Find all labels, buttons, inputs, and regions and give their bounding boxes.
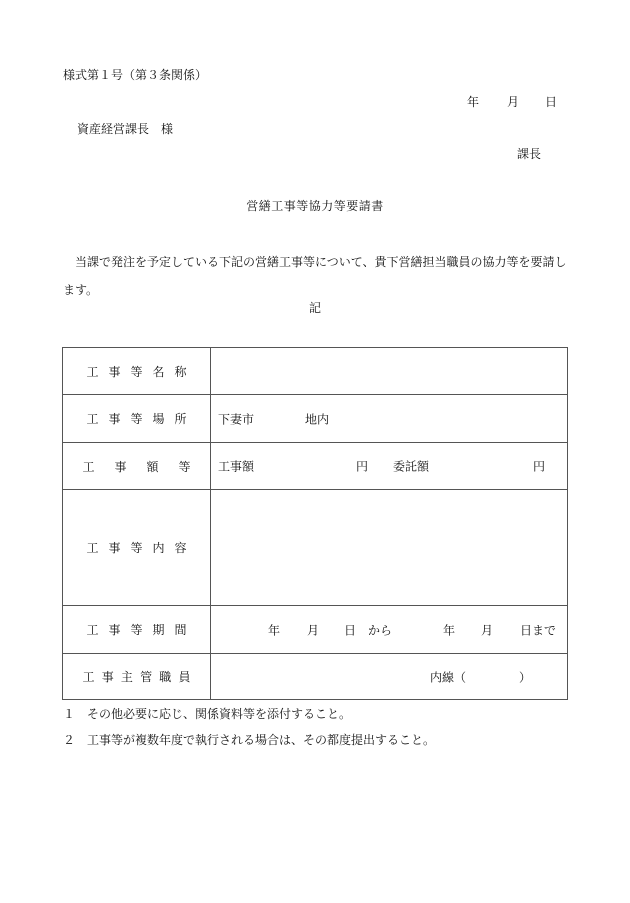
note-item-2: ２ 工事等が複数年度で執行される場合は、その都度提出すること。 xyxy=(63,733,436,747)
period-end-year: 年 xyxy=(443,623,456,637)
label-content: 工事等内容 xyxy=(63,490,211,606)
table-row-location xyxy=(63,395,568,443)
amount-field[interactable] xyxy=(211,443,568,490)
date-line xyxy=(467,96,557,108)
table-row-amount xyxy=(63,443,568,490)
note-item-1: １ その他必要に応じ、関係資料等を添付すること。 xyxy=(63,707,352,721)
table-row-period xyxy=(63,606,568,654)
label-amount: 工事額等 xyxy=(63,443,211,490)
period-start-day: 日 xyxy=(344,623,357,637)
date-year: 年 xyxy=(467,95,480,109)
period-end-day-until: 日まで xyxy=(520,623,557,637)
location-area-suffix: 地内 xyxy=(305,412,330,426)
table-row-project-name xyxy=(63,348,568,395)
sender-title: 課長 xyxy=(517,147,542,161)
date-day: 日 xyxy=(545,95,558,109)
date-month: 月 xyxy=(507,95,520,109)
period-start-month: 月 xyxy=(307,623,320,637)
construction-amount-label: 工事額 xyxy=(218,459,255,474)
request-table xyxy=(62,347,568,700)
label-project-name: 工事等名称 xyxy=(63,348,211,395)
construction-yen-unit: 円 xyxy=(356,459,369,474)
officer-extension-label: 内線（ xyxy=(430,670,467,684)
location-city: 下妻市 xyxy=(218,412,255,426)
officer-field[interactable] xyxy=(211,654,568,700)
period-start-year: 年 xyxy=(268,623,281,637)
project-name-field[interactable] xyxy=(211,348,568,395)
document-title: 営繕工事等協力等要請書 xyxy=(246,199,384,213)
label-period: 工事等期間 xyxy=(63,606,211,654)
period-from: から xyxy=(368,623,393,637)
location-field[interactable] xyxy=(211,395,568,443)
form-number: 様式第１号（第３条関係） xyxy=(63,68,208,82)
content-field[interactable] xyxy=(211,490,568,606)
request-body-text: 当課で発注を予定している下記の営繕工事等について、貴下営繕担当職員の協力等を要請します。 xyxy=(63,255,567,297)
consignment-amount-label: 委託額 xyxy=(393,459,430,474)
label-officer: 工事主管職員 xyxy=(63,654,211,700)
officer-extension-close: ） xyxy=(519,670,532,684)
ki-mark: 記 xyxy=(308,301,321,315)
period-end-month: 月 xyxy=(481,623,494,637)
table-row-officer xyxy=(63,654,568,700)
table-row-content xyxy=(63,490,568,606)
consignment-yen-unit: 円 xyxy=(533,459,546,474)
period-field[interactable] xyxy=(211,606,568,654)
label-location: 工事等場所 xyxy=(63,395,211,443)
addressee: 資産経営課長 様 xyxy=(77,122,174,136)
